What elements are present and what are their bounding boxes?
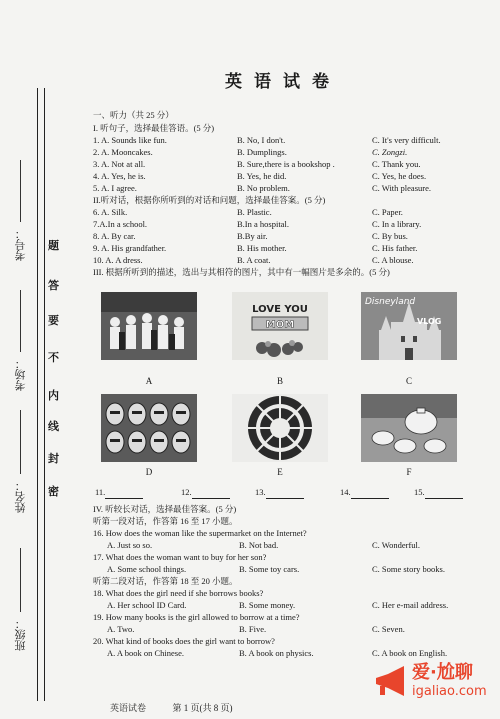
option-a: A. Her school ID Card.	[107, 600, 187, 610]
pic-label: D	[145, 467, 153, 477]
option-c: C. Wonderful.	[372, 540, 421, 550]
option-c: C. Some story books.	[372, 564, 445, 574]
option-b: B. Some money.	[239, 600, 296, 610]
seal-char: 答	[48, 280, 59, 292]
seal-char: 线	[48, 421, 59, 433]
question-text: 17. What does the woman want to buy for her son?	[93, 552, 267, 562]
footer-subject: 英语试卷	[110, 703, 147, 713]
disneyland-castle-photo-icon	[361, 292, 457, 360]
site-watermark	[374, 656, 494, 710]
option-c: C. Yes, he does.	[372, 171, 427, 181]
option-a: 1. A. Sounds like fun.	[93, 135, 167, 145]
option-a: 4. A. Yes, he is.	[93, 171, 146, 181]
question-text: 18. What does the girl need if she borrows books?	[93, 588, 264, 598]
seal-char: 题	[48, 240, 59, 252]
option-b: B. Yes, he did.	[237, 171, 287, 181]
name-label: 姓名：	[15, 480, 27, 513]
option-a: 2. A. Mooncakes.	[93, 147, 153, 157]
section-heading: II.听对话，根据你所听到的对话和问题，选择最佳答案。(5 分)	[93, 195, 326, 205]
option-b: B. A book on physics.	[239, 648, 314, 658]
option-c: C. In a library.	[372, 219, 422, 229]
option-a: 6. A. Silk.	[93, 207, 128, 217]
option-a: A. A book on Chinese.	[107, 648, 184, 658]
dialog-instruction: 听第二段对话，作答第 18 至 20 小题。	[93, 576, 238, 586]
pic-label: A	[145, 376, 153, 386]
paper-cut-pattern-icon	[232, 394, 328, 462]
watermark-brand: 爱·尬聊	[412, 662, 473, 683]
option-a: 3. A. Not at all.	[93, 159, 146, 169]
answer-blank[interactable]: 13.	[255, 487, 304, 499]
castle-caption-2: VLOG	[417, 317, 442, 326]
option-c: C. With pleasure.	[372, 183, 431, 193]
tea-set-photo	[361, 394, 457, 462]
option-b: B. No, I don't.	[237, 135, 286, 145]
option-b: B. No problem.	[237, 183, 290, 193]
section-heading: I. 听句子，选择最佳答语。(5 分)	[93, 123, 215, 133]
option-b: B. His mother.	[237, 243, 287, 253]
option-a: A. Two.	[107, 624, 135, 634]
option-c: C. A book on English.	[372, 648, 448, 658]
castle-caption-1: Disneyland	[365, 297, 416, 307]
dialog-instruction: 听第一段对话，作答第 16 至 17 小题。	[93, 516, 238, 526]
option-b: B.By air.	[237, 231, 268, 241]
card-line-2: MOM	[265, 319, 295, 331]
part-heading: 一、听力（共 25 分）	[93, 110, 174, 120]
option-a: 7.A.In a school.	[93, 219, 148, 229]
opera-masks-photo	[101, 394, 197, 462]
watermark-url: igaliao.com	[412, 684, 487, 699]
answer-blank[interactable]: 14.	[340, 487, 389, 499]
card-line-1: LOVE YOU	[252, 304, 308, 315]
option-c: C. Paper.	[372, 207, 403, 217]
exam-room-line	[20, 290, 21, 352]
exam-room-label: 考场：	[15, 358, 27, 391]
option-a: 5. A. I agree.	[93, 183, 137, 193]
basketball-team-photo-icon	[101, 292, 197, 360]
megaphone-logo-icon	[374, 664, 408, 698]
binding-line-outer	[37, 88, 38, 701]
option-b: B.In a hospital.	[237, 219, 289, 229]
answer-blank[interactable]: 15.	[414, 487, 463, 499]
option-b: B. Plastic.	[237, 207, 272, 217]
option-b: B. Five.	[239, 624, 267, 634]
option-a: 9. A. His grandfather.	[93, 243, 167, 253]
section-heading: III. 根据所听到的描述，选出与其相符的图片，其中有一幅图片是多余的。(5 分)	[93, 267, 390, 277]
class-label: 班级：	[15, 618, 27, 651]
option-c: C. Her e-mail address.	[372, 600, 449, 610]
basketball-team-photo	[101, 292, 197, 360]
love-you-mom-card	[232, 292, 328, 360]
pic-label: F	[406, 467, 412, 477]
option-b: B. Not bad.	[239, 540, 279, 550]
answer-blank[interactable]: 11.	[95, 487, 143, 499]
option-c: C. Thank you.	[372, 159, 421, 169]
seal-char: 要	[48, 315, 59, 327]
page-footer	[110, 701, 233, 714]
answer-blank[interactable]: 12.	[181, 487, 230, 499]
question-text: 19. How many books is the girl allowed to borrow at a time?	[93, 612, 300, 622]
name-line	[20, 410, 21, 474]
binding-margin	[0, 0, 90, 719]
exam-number-line	[20, 160, 21, 222]
option-b: B. A coat.	[237, 255, 271, 265]
option-a: 8. A. By car.	[93, 231, 136, 241]
seal-char: 封	[48, 453, 59, 465]
option-a: A. Just so so.	[107, 540, 153, 550]
seal-char: 密	[48, 486, 59, 498]
pic-label: B	[276, 376, 283, 386]
option-a: A. Some school things.	[107, 564, 187, 574]
page-title: 英语试卷	[225, 72, 341, 92]
option-a: 10. A. A dress.	[93, 255, 143, 265]
pic-label: C	[405, 376, 412, 386]
option-b: B. Dumplings.	[237, 147, 287, 157]
disneyland-castle-photo	[361, 292, 457, 360]
seal-char: 不	[48, 352, 59, 364]
exam-content	[93, 0, 493, 719]
love-you-mom-card-icon	[232, 292, 328, 360]
binding-line-inner	[44, 88, 45, 701]
option-c: C. Zongzi.	[372, 147, 408, 157]
option-c: C. Seven.	[372, 624, 405, 634]
question-text: 20. What kind of books does the girl want to borrow?	[93, 636, 275, 646]
option-c: C. It's very difficult.	[372, 135, 441, 145]
exam-number-label: 考号：	[15, 228, 27, 261]
option-c: C. By bus.	[372, 231, 408, 241]
option-c: C. His father.	[372, 243, 418, 253]
option-c: C. A blouse.	[372, 255, 414, 265]
section-heading: IV. 听较长对话，选择最佳答案。(5 分)	[93, 504, 237, 514]
question-text: 16. How does the woman like the supermarket on the Internet?	[93, 528, 307, 538]
class-line	[20, 548, 21, 612]
opera-masks-photo-icon	[101, 394, 197, 462]
footer-page-number: 第 1 页(共 8 页)	[172, 703, 233, 713]
tea-set-photo-icon	[361, 394, 457, 462]
option-b: B. Some toy cars.	[239, 564, 300, 574]
paper-cut-pattern	[232, 394, 328, 462]
pic-label: E	[277, 467, 283, 477]
seal-char: 内	[48, 390, 59, 402]
option-b: B. Sure,there is a bookshop .	[237, 159, 335, 169]
